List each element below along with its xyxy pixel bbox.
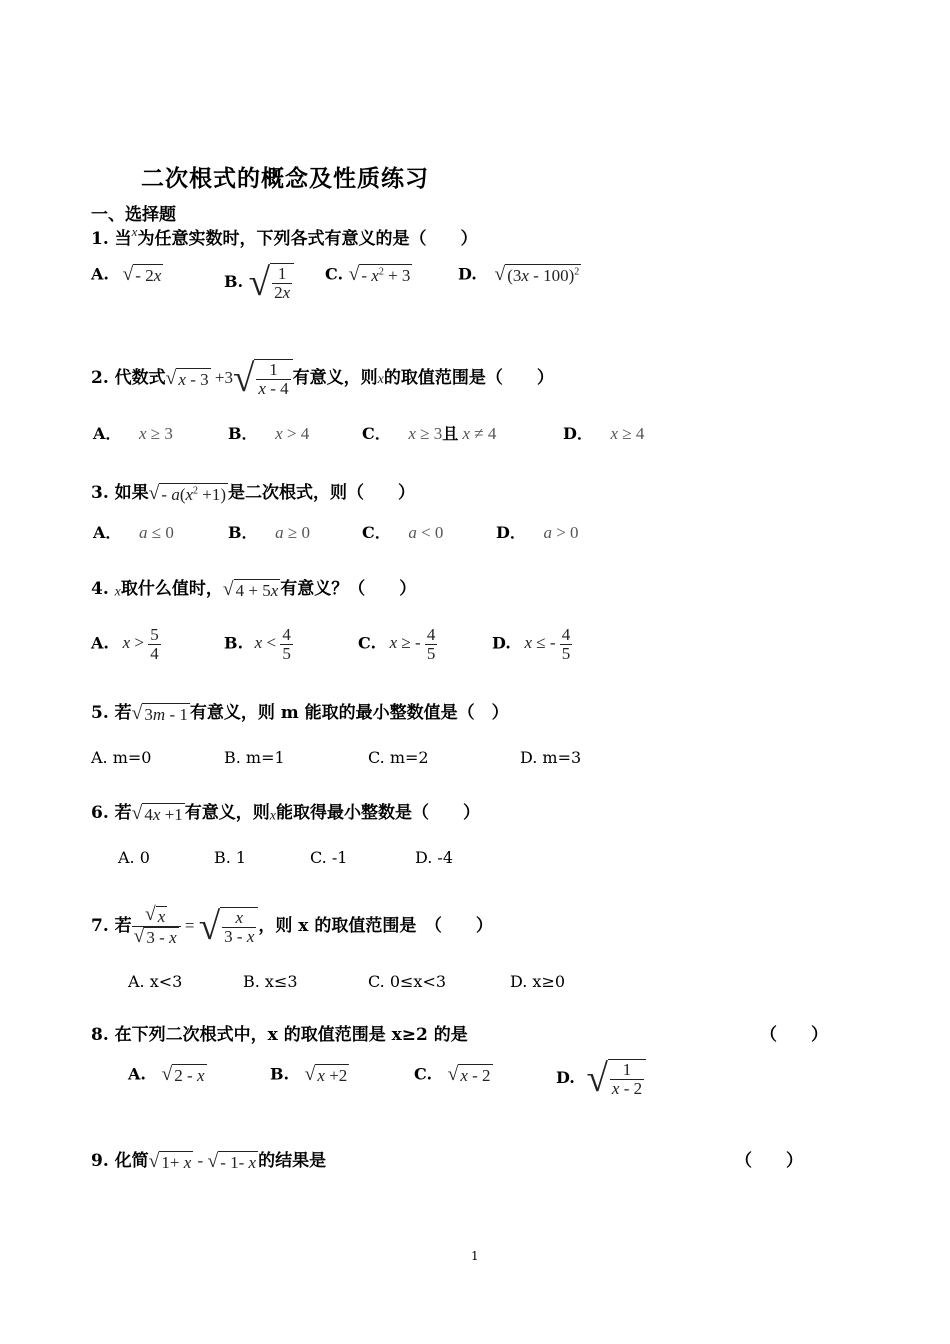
q7-option-d[interactable]: D. x≥0 [510, 972, 566, 991]
q1-option-c[interactable]: C. √ - $x^2 + 3$ [325, 264, 411, 286]
page-title: 二次根式的概念及性质练习 [141, 165, 429, 192]
q8-option-b[interactable]: B. √ x +2 [270, 1064, 348, 1086]
q5-option-b[interactable]: B. m=1 [224, 748, 285, 767]
q6-option-b[interactable]: B. 1 [214, 848, 247, 867]
q8-answer-paren: （ ） [760, 1025, 828, 1045]
q8-option-a[interactable]: A. √ 2 - x [128, 1064, 205, 1086]
question-6: 6. 若√ 4x +1 有意义，则x能取得最小整数是（ ） [91, 802, 481, 824]
question-2: 2. 代数式√ x - 3 +3√ $\frac{1}{x - 4}$ 有意义，则x的取值范围是（ ） [91, 357, 554, 400]
q1-option-a[interactable]: A. √ - 2x [91, 264, 162, 286]
q1-option-b[interactable]: B. √ $\frac{1}{2x}$ [224, 260, 294, 305]
question-3: 3. 如果√ - $a(x^2 +1)$ 是二次根式，则（ ） [91, 482, 416, 504]
q2-option-c[interactable]: C． x ≥ 3且 x ≠ 4 [362, 424, 497, 443]
question-5: 5. 若√ 3m - 1 有意义，则 m 能取的最小整数值是（ ） [91, 702, 509, 724]
q3-option-c[interactable]: C． a < 0 [362, 523, 444, 542]
q8-option-c[interactable]: C. √ x - 2 [414, 1064, 491, 1086]
q5-option-a[interactable]: A. m=0 [91, 748, 152, 767]
q5-option-c[interactable]: C. m=2 [368, 748, 429, 767]
q5-option-d[interactable]: D. m=3 [520, 748, 582, 767]
q4-option-c[interactable]: C. x ≥ - $\frac{4}{5}$ [358, 625, 436, 663]
q2-option-b[interactable]: B． x > 4 [228, 424, 310, 443]
q4-option-a[interactable]: A. x > $\frac{5}{4}$ [91, 625, 159, 663]
q6-option-a[interactable]: A. 0 [118, 848, 150, 867]
q3-option-a[interactable]: A． a ≤ 0 [93, 523, 174, 542]
q6-option-d[interactable]: D. -4 [415, 848, 454, 867]
question-4: 4. x取什么值时，√ 4 + 5x 有意义？（ ） [91, 578, 417, 600]
q3-option-d[interactable]: D． a > 0 [496, 523, 579, 542]
q1-option-d[interactable]: D. √ (3x - 100)$^2$ [458, 264, 580, 286]
question-1: 1. 当$^x$为任意实数时，下列各式有意义的是（ ） [91, 224, 478, 249]
q7-option-b[interactable]: B. x≤3 [243, 972, 298, 991]
q4-option-d[interactable]: D. x ≤ - $\frac{4}{5}$ [492, 625, 571, 663]
q6-option-c[interactable]: C. -1 [310, 848, 348, 867]
q4-option-b[interactable]: B. x < $\frac{4}{5}$ [224, 625, 291, 663]
page-number: 1 [471, 1249, 479, 1263]
q7-option-c[interactable]: C. 0≤x<3 [368, 972, 447, 991]
q3-option-b[interactable]: B． a ≥ 0 [228, 523, 310, 542]
question-8: 8. 在下列二次根式中，x 的取值范围是 x≥2 的是 [91, 1025, 468, 1045]
q9-answer-paren: （ ） [735, 1151, 803, 1171]
question-9: 9. 化简√ 1+ x - √ - 1- x 的结果是 [91, 1150, 327, 1172]
q8-option-d[interactable]: D. √ $\frac{1}{x - 2}$ [556, 1056, 646, 1101]
q2-option-a[interactable]: A． x ≥ 3 [93, 424, 173, 443]
q7-option-a[interactable]: A. x<3 [128, 972, 183, 991]
q2-option-d[interactable]: D． x ≥ 4 [563, 424, 645, 443]
question-7: 7. 若 $\frac{√ x}{√ 3 - x}$ = √ $\frac{x}{3 - x}$ ，则 x 的取值范围是 （ ） [91, 904, 493, 948]
section-heading: 一、选择题 [91, 205, 176, 225]
